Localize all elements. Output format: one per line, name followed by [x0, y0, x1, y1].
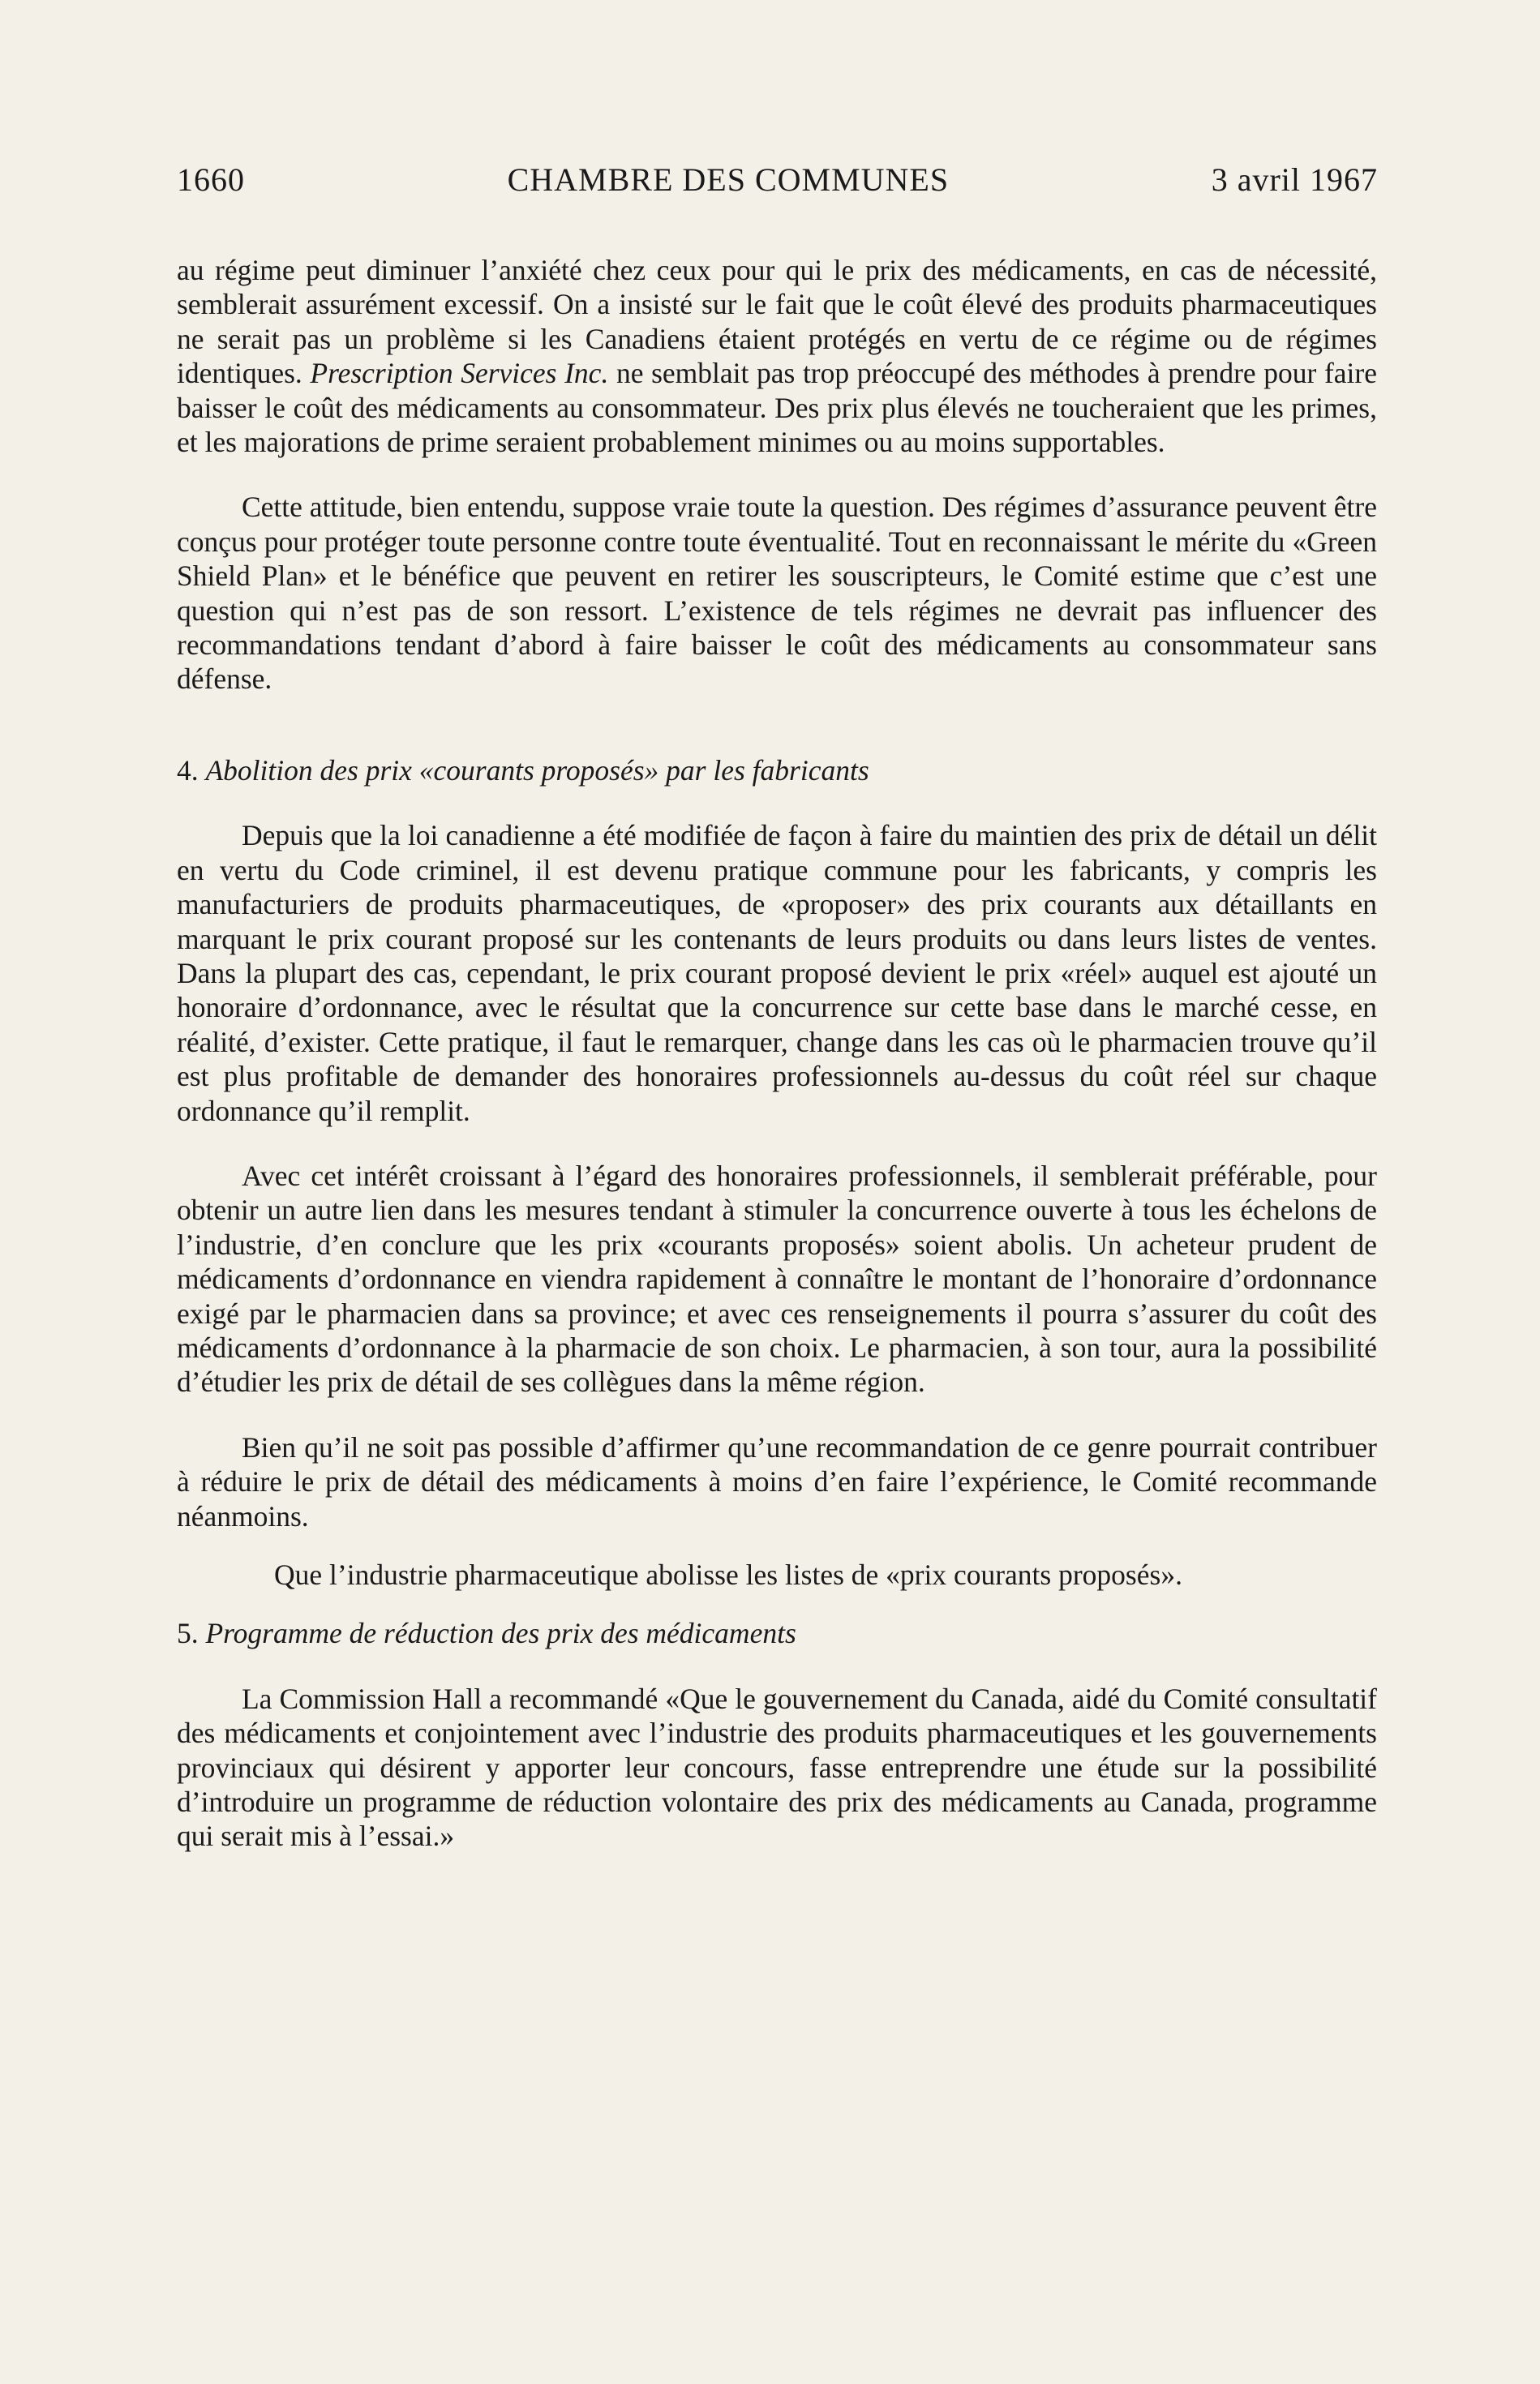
paragraph-4: Avec cet intérêt croissant à l’égard des honoraires professionnels, il semblerait préférable, pour obtenir un autre lien dans les mesures tendant à stimuler la concurrence ouverte à tous les échelons de l’industrie, d’en conclure que les prix «courants proposés» soient abolis. Un acheteur prudent de médicaments d’ordonnance en viendra rapidement à connaître le montant de l’honoraire d’ordonnance exigé par le pharmacien dans sa province; et avec ces renseignements il pourra s’assurer du coût des médicaments d’ordonnance à la pharmacie de son choix. Le pharmacien, à son tour, aura la possibilité d’étudier les prix de détail de ses collègues dans la même région. — [177, 1159, 1377, 1399]
paragraph-6: La Commission Hall a recommandé «Que le gouvernement du Canada, aidé du Comité consultatif des médicaments et conjointement avec l’industrie des produits pharmaceutiques et les gouvernements provinciaux qui désirent y apporter leur concours, fasse entreprendre une étude sur la possibilité d’introduire un programme de réduction volontaire des prix des médicaments au Canada, programme qui serait mis à l’essai.» — [177, 1682, 1377, 1853]
paragraph-1 — [177, 253, 1377, 459]
section-4-title: Abolition des prix «courants proposés» par les fabricants — [205, 753, 869, 787]
paragraph-3: Depuis que la loi canadienne a été modifiée de façon à faire du maintien des prix de détail un délit en vertu du Code criminel, il est devenu pratique commune pour les fabricants, y compris les manufacturiers de produits pharmaceutiques, de «proposer» des prix courants aux détaillants en marquant le prix courant proposé sur les contenants de leurs produits ou dans leurs listes de ventes. Dans la plupart des cas, cependant, le prix courant proposé devient le prix «réel» auquel est ajouté un honoraire d’ordonnance, avec le résultat que la concurrence sur cette base dans le marché cesse, en réalité, d’exister. Cette pratique, il faut le remarquer, change dans les cas où le pharmacien trouve qu’il est plus profitable de demander des honoraires professionnels au-dessus du coût réel sur chaque ordonnance qu’il remplit. — [177, 819, 1377, 1127]
section-5-title: Programme de réduction des prix des médicaments — [205, 1617, 796, 1650]
running-title: CHAMBRE DES COMMUNES — [507, 161, 950, 198]
paragraph-1-text-b: ne semblait pas trop préoccupé des méthodes à prendre pour faire baisser le coût des médicaments au consommateur. Des prix plus élevés ne toucheraient que les primes, et les majorations de prime seraient probablement minimes ou au moins supportables. — [177, 357, 1378, 459]
recommendation: Que l’industrie pharmaceutique abolisse les listes de «prix courants proposés». — [274, 1559, 1182, 1591]
page-date: 3 avril 1967 — [1211, 161, 1378, 198]
section-4-heading — [177, 753, 1377, 787]
paragraph-1-text-a: au régime peut diminuer l’anxiété chez ceux pour qui le prix des médicaments, en cas de nécessité, semblerait assurément excessif. On a insisté sur le fait que le coût élevé des produits pharmaceutiques ne serait pas un problème si les Canadiens étaient protégés en vertu de ce régime ou de régimes identiques. — [177, 254, 1377, 390]
page-body — [177, 253, 1377, 1854]
section-5-number: 5. — [177, 1617, 199, 1650]
page-number: 1660 — [177, 161, 245, 198]
section-4-number: 4. — [177, 753, 199, 787]
section-5-heading — [177, 1616, 1377, 1650]
paragraph-2: Cette attitude, bien entendu, suppose vraie toute la question. Des régimes d’assurance peuvent être conçus pour protéger toute personne contre toute éventualité. Tout en reconnaissant le mérite du «Green Shield Plan» et le bénéfice que peuvent en retirer les souscripteurs, le Comité estime que c’est une question qui n’est pas de son ressort. L’existence de tels régimes ne devrait pas influencer des recommandations tendant d’abord à faire baisser le coût des médicaments au consommateur sans défense. — [177, 491, 1377, 696]
page-header — [177, 161, 1378, 209]
paragraph-5: Bien qu’il ne soit pas possible d’affirmer qu’une recommandation de ce genre pourrait contribuer à réduire le prix de détail des médicaments à moins d’en faire l’expérience, le Comité recommande néanmoins. — [177, 1430, 1377, 1533]
company-name: Prescription Services Inc. — [310, 357, 609, 390]
